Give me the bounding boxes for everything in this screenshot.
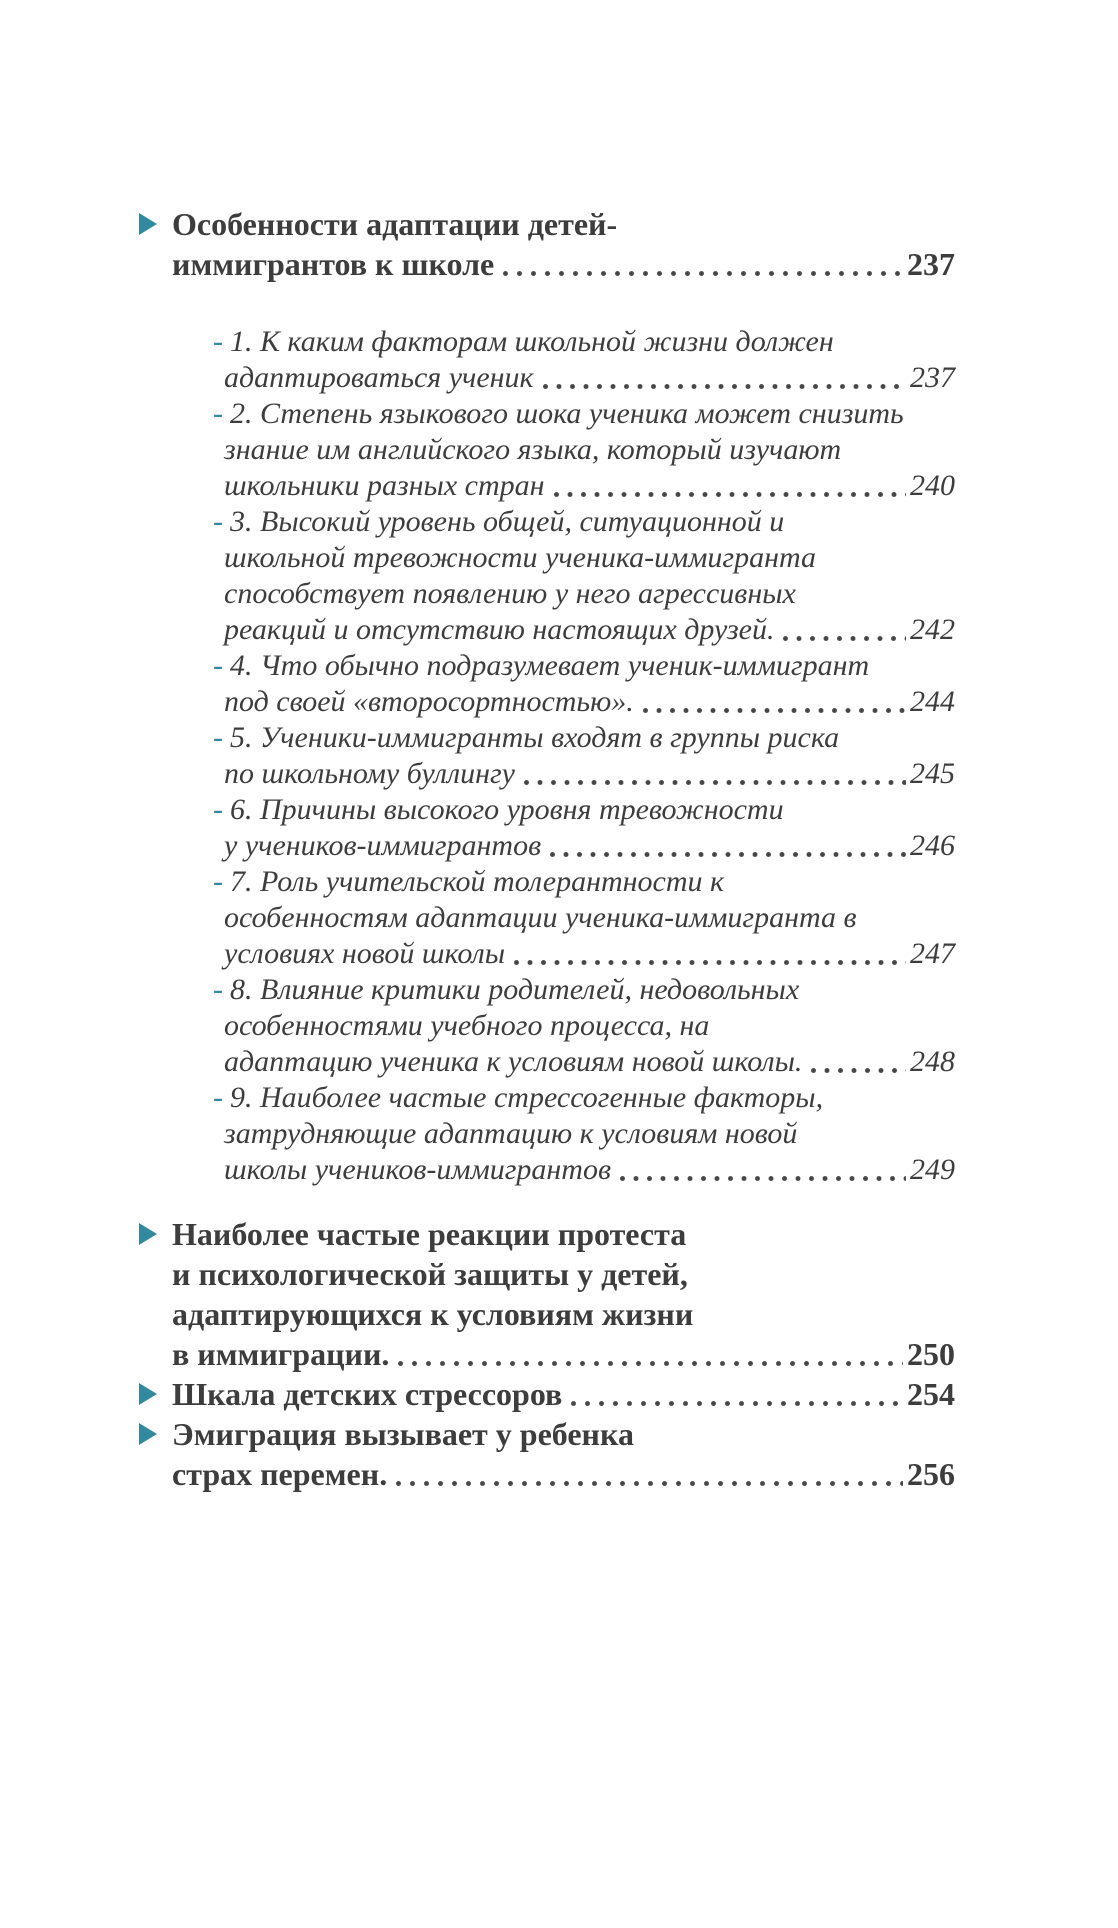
toc-entry-level1 [172, 1414, 955, 1494]
dot-leader [643, 708, 906, 713]
toc-entry-level1 [172, 1214, 955, 1374]
toc-line-text: затрудняющие адаптацию к условиям новой [224, 1117, 798, 1150]
toc-line-text: адаптацию ученика к условиям новой школы. [224, 1045, 803, 1078]
toc-line [224, 936, 955, 972]
toc-line-text: в иммиграции. [172, 1336, 390, 1372]
toc-line [224, 432, 955, 468]
page-number: 250 [907, 1336, 955, 1372]
toc-line-text: у учеников-иммигрантов [224, 829, 542, 862]
toc-line-text: страх перемен. [172, 1456, 388, 1492]
toc-line-text: 2. Степень языкового шока ученика может снизить [230, 397, 904, 430]
dash-bullet-icon: - [213, 973, 223, 1006]
toc-line [213, 324, 955, 360]
toc-line [172, 1334, 955, 1374]
toc-entry-level1 [172, 204, 955, 284]
toc-entry-level2 [172, 396, 955, 504]
page-number: 237 [907, 246, 955, 282]
page-number: 256 [907, 1456, 955, 1492]
dot-leader [550, 852, 906, 857]
toc-line-text: школьники разных стран [224, 469, 545, 502]
toc-line-text: 5. Ученики-иммигранты входят в группы риска [230, 721, 840, 754]
toc-line [172, 1374, 955, 1414]
dot-leader [554, 492, 906, 497]
toc-line-text: особенностям адаптации ученика-иммигранта в [224, 901, 857, 934]
toc-line [224, 468, 955, 504]
toc-line [213, 720, 955, 756]
toc-line-text: адаптирующихся к условиям жизни [172, 1296, 694, 1332]
toc-line [172, 1294, 955, 1334]
toc-line [213, 792, 955, 828]
toc-line-text: 7. Роль учительской толерантности к [230, 865, 725, 898]
toc-entry-level2 [172, 972, 955, 1080]
toc-line [172, 1414, 955, 1454]
dash-bullet-icon: - [213, 1081, 223, 1114]
dash-bullet-icon: - [213, 649, 223, 682]
toc-entry-level2 [172, 1080, 955, 1188]
toc-line-text: школы учеников-иммигрантов [224, 1153, 611, 1186]
toc-line-text: условиях новой школы [224, 937, 506, 970]
toc-line-text: способствует появлению у него агрессивных [224, 577, 796, 610]
toc-line-text: школьной тревожности ученика-иммигранта [224, 541, 817, 574]
toc-line [172, 204, 955, 244]
dot-leader [783, 636, 906, 641]
toc-line [213, 396, 955, 432]
dot-leader [503, 271, 903, 276]
dash-bullet-icon: - [213, 397, 223, 430]
toc-line [224, 828, 955, 864]
toc-line [224, 684, 955, 720]
dot-leader [514, 960, 906, 965]
toc-line [224, 612, 955, 648]
toc-line-text: 4. Что обычно подразумевает ученик-иммигрант [230, 649, 870, 682]
dash-bullet-icon: - [213, 865, 223, 898]
dash-bullet-icon: - [213, 793, 223, 826]
toc-line-text: по школьному буллингу [224, 757, 515, 790]
table-of-contents [172, 204, 955, 1494]
dot-leader [398, 1361, 903, 1366]
toc-line [213, 972, 955, 1008]
toc-line [213, 648, 955, 684]
toc-entry-level2 [172, 648, 955, 720]
toc-line-text: под своей «второсортностью». [224, 685, 634, 718]
page-number: 237 [910, 361, 955, 394]
dash-bullet-icon: - [213, 721, 223, 754]
toc-line [213, 504, 955, 540]
dot-leader [543, 384, 906, 389]
toc-line [224, 1008, 955, 1044]
toc-line-text: адаптироваться ученик [224, 361, 534, 394]
dot-leader [571, 1401, 903, 1406]
toc-line-text: Особенности адаптации детей- [172, 206, 618, 242]
page-number: 240 [910, 469, 955, 502]
book-page [0, 204, 1118, 1928]
toc-line [172, 244, 955, 284]
triangle-bullet-icon [139, 1223, 157, 1245]
toc-entry-level2 [172, 720, 955, 792]
page-number: 249 [910, 1153, 955, 1186]
dot-leader [524, 780, 906, 785]
toc-line [172, 1214, 955, 1254]
dot-leader [620, 1176, 906, 1181]
toc-line [213, 864, 955, 900]
toc-line [224, 540, 955, 576]
toc-page [0, 204, 1118, 1494]
toc-entry-level2 [172, 504, 955, 648]
page-number: 254 [907, 1376, 955, 1412]
dot-leader [811, 1068, 906, 1073]
toc-line-text: 9. Наиболее частые стрессогенные факторы, [230, 1081, 824, 1114]
toc-line [224, 756, 955, 792]
toc-line-text: 3. Высокий уровень общей, ситуационной и [230, 505, 785, 538]
toc-entry-level2 [172, 324, 955, 396]
toc-entry-level1 [172, 1374, 955, 1414]
triangle-bullet-icon [139, 1383, 157, 1405]
page-number: 247 [910, 937, 955, 970]
page-number: 244 [910, 685, 955, 718]
dot-leader [396, 1481, 903, 1486]
toc-line-text: Наиболее частые реакции протеста [172, 1216, 687, 1252]
triangle-bullet-icon [139, 213, 157, 235]
toc-line-text: Эмиграция вызывает у ребенка [172, 1416, 634, 1452]
toc-entry-level2 [172, 792, 955, 864]
dash-bullet-icon: - [213, 325, 223, 358]
triangle-bullet-icon [139, 1423, 157, 1445]
toc-line [224, 900, 955, 936]
page-number: 248 [910, 1045, 955, 1078]
toc-line-text: знание им английского языка, который изучают [224, 433, 842, 466]
toc-line [224, 360, 955, 396]
toc-line-text: 6. Причины высокого уровня тревожности [230, 793, 784, 826]
toc-line-text: и психологической защиты у детей, [172, 1256, 688, 1292]
toc-line-text: иммигрантов к школе [172, 246, 495, 282]
toc-line-text: особенностями учебного процесса, на [224, 1009, 710, 1042]
toc-line-text: 1. К каким факторам школьной жизни должен [230, 325, 834, 358]
toc-line [224, 576, 955, 612]
toc-line [172, 1454, 955, 1494]
toc-line [224, 1116, 955, 1152]
toc-line [224, 1044, 955, 1080]
toc-line-text: реакций и отсутствию настоящих друзей. [224, 613, 775, 646]
page-number: 246 [910, 829, 955, 862]
toc-entry-level2 [172, 864, 955, 972]
page-number: 245 [910, 757, 955, 790]
toc-line-text: 8. Влияние критики родителей, недовольных [230, 973, 800, 1006]
page-number: 242 [910, 613, 955, 646]
toc-line [224, 1152, 955, 1188]
dash-bullet-icon: - [213, 505, 223, 538]
toc-line [213, 1080, 955, 1116]
toc-line-text: Шкала детских стрессоров [172, 1376, 563, 1412]
toc-line [172, 1254, 955, 1294]
